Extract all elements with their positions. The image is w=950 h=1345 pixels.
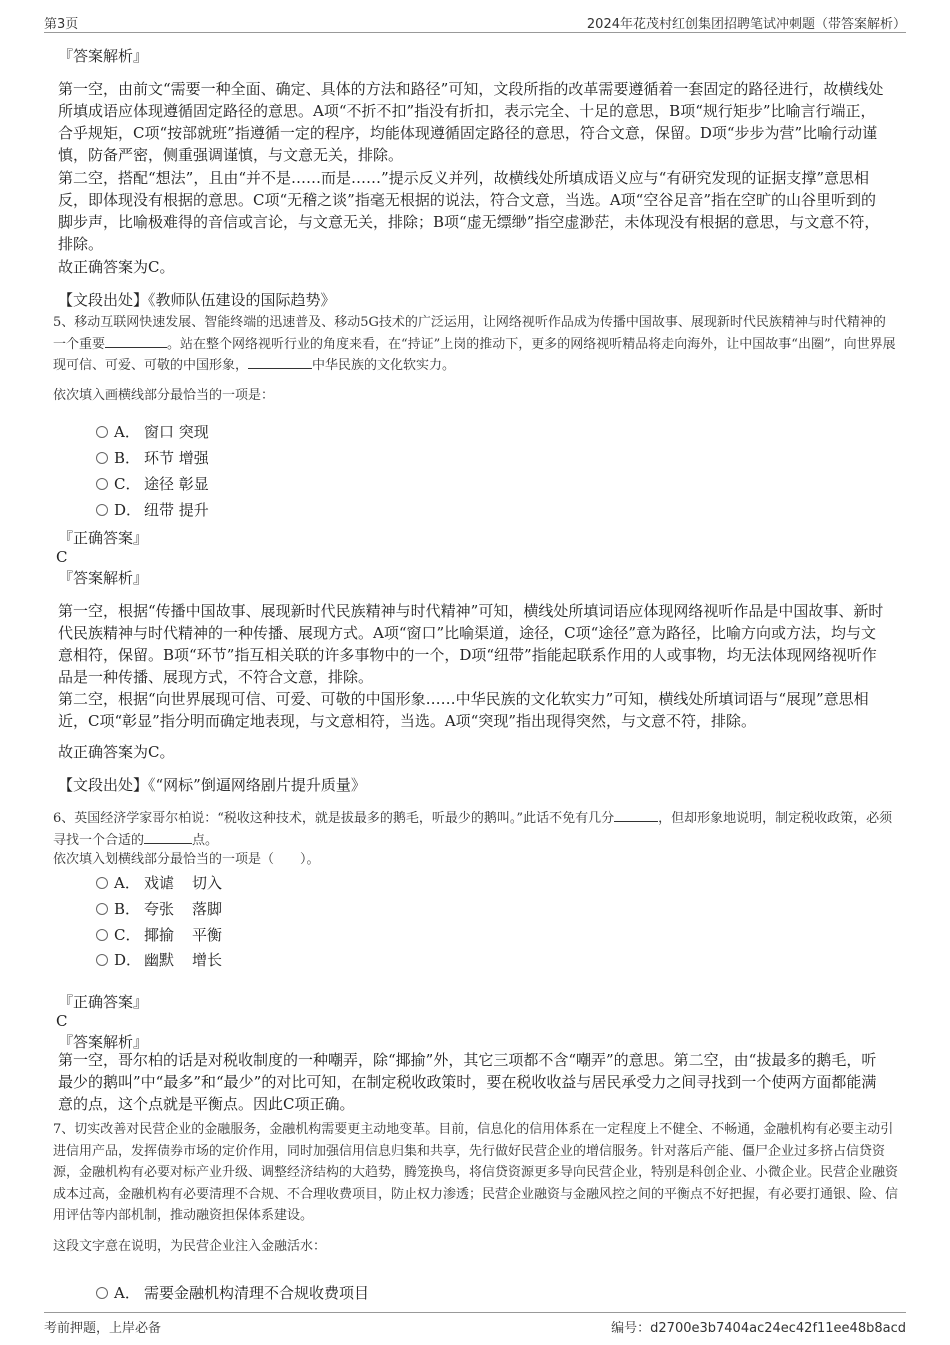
q6-stem [53,808,898,851]
option-text: 窗口 突现 [144,423,209,441]
option-text: 环节 增强 [144,449,209,467]
option-text: 途径 彰显 [144,475,209,493]
q7-option-a[interactable] [96,1282,369,1304]
q4-conclusion: 故正确答案为C。 [58,258,175,276]
q4-analysis-label: 『答案解析』 [58,47,149,65]
radio-icon[interactable] [96,452,108,464]
option-letter: A． [114,423,140,441]
option-letter: C． [114,926,141,944]
q6-answer: C [56,1012,68,1030]
document-code [611,1317,906,1336]
radio-icon[interactable] [96,929,108,941]
radio-icon[interactable] [96,1287,108,1299]
radio-icon[interactable] [96,903,108,915]
q5-source-title: 《“网标”倒逼网络剧片提升质量》 [148,776,366,794]
q5-option-b[interactable] [96,447,209,469]
option-word-2: 增长 [192,951,223,969]
q5-stem [53,312,898,377]
q5-analysis-para2: 第二空，根据“向世界展现可信、可爱、可敬的中国形象……中华民族的文化软实力”可知，横线处所填词语与“展现”意思相近，C项“彰显”指分明而确定地表现，与文意相符，当选。A项“突现”指出现得突然，与文意不符，排除。 [58,690,869,730]
q5-analysis-label: 『答案解析』 [58,569,149,587]
option-letter: B． [114,449,141,467]
q5-conclusion: 故正确答案为C。 [58,743,175,761]
q5-stem-part-a: 5、移动互联网快速发展、智能终端的迅速普及、移动5G技术的广泛运用，让网络视听作品成为传播中国故事、展现新时代民族精神与时代精神的一个重要 [53,315,886,352]
q5-answer-label: 『正确答案』 [58,529,149,547]
q5-option-c[interactable] [96,473,209,495]
q6-answer-label: 『正确答案』 [58,993,149,1011]
q5-source-label: 【文段出处】 [58,776,149,794]
option-word-2: 落脚 [192,900,223,918]
q6-option-a[interactable] [96,872,222,894]
option-text: 纽带 提升 [144,501,209,519]
q4-source-label: 【文段出处】 [58,291,149,309]
q5-stem-part-b: 。站在整个网络视听行业的角度来看，在“持证”上岗的推动下，更多的网络视听精品将走向海外，让中国故事“出圈”，向世界展现可信、可爱、可敬的中国形象， [53,336,896,373]
q6-option-c[interactable] [96,924,222,946]
option-word-1: 揶揄 [144,926,175,944]
q4-source [58,289,336,311]
code-label: 编号： [611,1321,651,1336]
option-letter: A． [114,874,140,892]
q4-source-title: 《教师队伍建设的国际趋势》 [148,291,336,309]
option-word-2: 切入 [192,874,223,892]
q5-prompt: 依次填入画横线部分最恰当的一项是： [53,388,275,403]
q5-option-a[interactable] [96,421,209,443]
q7-prompt: 这段文字意在说明，为民营企业注入金融活水： [53,1239,327,1254]
q6-analysis-label: 『答案解析』 [58,1033,149,1051]
document-title: 2024年花茂村红创集团招聘笔试冲刺题（带答案解析） [586,17,906,32]
q4-analysis-para1: 第一空，由前文“需要一种全面、确定、具体的方法和路径”可知，文段所指的改革需要遵循着一套固定的路径进行，故横线处所填成语应体现遵循固定路径的意思。A项“不折不扣”指没有折扣，表示完全、十足的意思，B项“规行矩步”比喻言行端正，合乎规矩，C项“按部就班”指遵循一定的程序，均能体现遵循固定路径的意思，符合文意，保留。D项“步步为营”比喻行动谨慎，防备严密，侧重强调谨慎，与文意无关，排除。 [58,80,884,164]
footer-slogan: 考前押题，上岸必备 [44,1321,162,1336]
q5-blank-1 [105,334,167,348]
q6-prompt: 依次填入划横线部分最恰当的一项是（ ）。 [53,852,320,867]
q5-blank-2 [248,355,312,369]
q5-analysis-para1: 第一空，根据“传播中国故事、展现新时代民族精神与时代精神”可知，横线处所填词语应体现网络视听作品是中国故事、新时代民族精神与时代精神的一种传播、展现方式。A项“窗口”比喻渠道，途径，C项“途径”意为路径，比喻方向或方法，均与文意相符，保留。B项“环节”指互相关联的许多事物中的一个，D项“纽带”指能起联系作用的人或事物，均无法体现网络视听作品是一种传播、展现方式，不符合文意，排除。 [58,602,884,686]
q6-stem-part-b: ，但却形象地说明，制定税收政策，必须寻找一个合适的 [53,811,893,848]
page-number: 第3页 [44,17,79,32]
q6-stem-part-a: 6、英国经济学家哥尔柏说：“税收这种技术，就是拔最多的鹅毛，听最少的鹅叫。”此话不免有几分 [53,811,615,826]
q6-blank-2 [144,830,192,844]
radio-icon[interactable] [96,954,108,966]
q6-stem-part-c: 点。 [192,832,219,848]
option-letter: D． [114,501,142,519]
option-letter: B． [114,900,141,918]
q5-source [58,774,366,796]
option-word-1: 戏谑 [144,874,175,892]
option-word-1: 夸张 [144,900,175,918]
q6-option-b[interactable] [96,898,222,920]
radio-icon[interactable] [96,504,108,516]
radio-icon[interactable] [96,877,108,889]
option-word-2: 平衡 [192,926,223,944]
option-letter: D． [114,951,142,969]
page-footer [44,1312,906,1335]
option-word-1: 幽默 [144,951,175,969]
q5-stem-part-c: 中华民族的文化软实力。 [312,358,456,373]
q4-analysis-para2: 第二空，搭配“想法”，且由“并不是……而是……”提示反义并列，故横线处所填成语义应与“有研究发现的证据支撑”意思相反，即体现没有根据的意思。C项“无稽之谈”指毫无根据的说法，符合文意，当选。A项“空谷足音”指在空旷的山谷里听到的脚步声，比喻极难得的音信或言论，与文意无关，排除；B项“虚无缥缈”指空虚渺茫，未体现没有根据的意思，与文意不符，排除。 [58,169,880,253]
q6-analysis: 第一空，哥尔柏的话是对税收制度的一种嘲弄，除“揶揄”外，其它三项都不含“嘲弄”的意思。第二空，由“拔最多的鹅毛，听最少的鹅叫”中“最多”和“最少”的对比可知，在制定税收政策时，要在税收收益与居民承受力之间寻找到一个使两方面都能满意的点，这个点就是平衡点。因此C项正确。 [58,1051,877,1113]
q5-option-d[interactable] [96,499,209,521]
radio-icon[interactable] [96,426,108,438]
q6-blank-1 [614,808,658,822]
option-letter: A． [114,1284,140,1302]
q7-stem: 7、切实改善对民营企业的金融服务，金融机构需要更主动地变革。目前，信息化的信用体系在一定程度上不健全、不畅通，金融机构有必要主动引进信用产品，发挥债券市场的定价作用，同时加强信用信息归集和共享，先行做好民营企业的增信服务。针对落后产能、僵尸企业过多挤占信贷资源，金融机构有必要对标产业升级、调整经济结构的大趋势，腾笼换鸟，将信贷资源更多导向民营企业，特别是科创企业、小微企业。民营企业融资成本过高，金融机构有必要清理不合规、不合理收费项目，防止权力渗透；民营企业融资与金融风控之间的平衡点不好把握，有必要打通银、险、信用评估等内部机制，推动融资担保体系建设。 [53,1122,899,1223]
option-text: 需要金融机构清理不合规收费项目 [144,1284,370,1302]
radio-icon[interactable] [96,478,108,490]
q5-answer: C [56,548,68,566]
code-value: d2700e3b7404ac24ec42f11ee48b8acd [650,1321,906,1336]
option-letter: C． [114,475,141,493]
q6-option-d[interactable] [96,949,222,971]
